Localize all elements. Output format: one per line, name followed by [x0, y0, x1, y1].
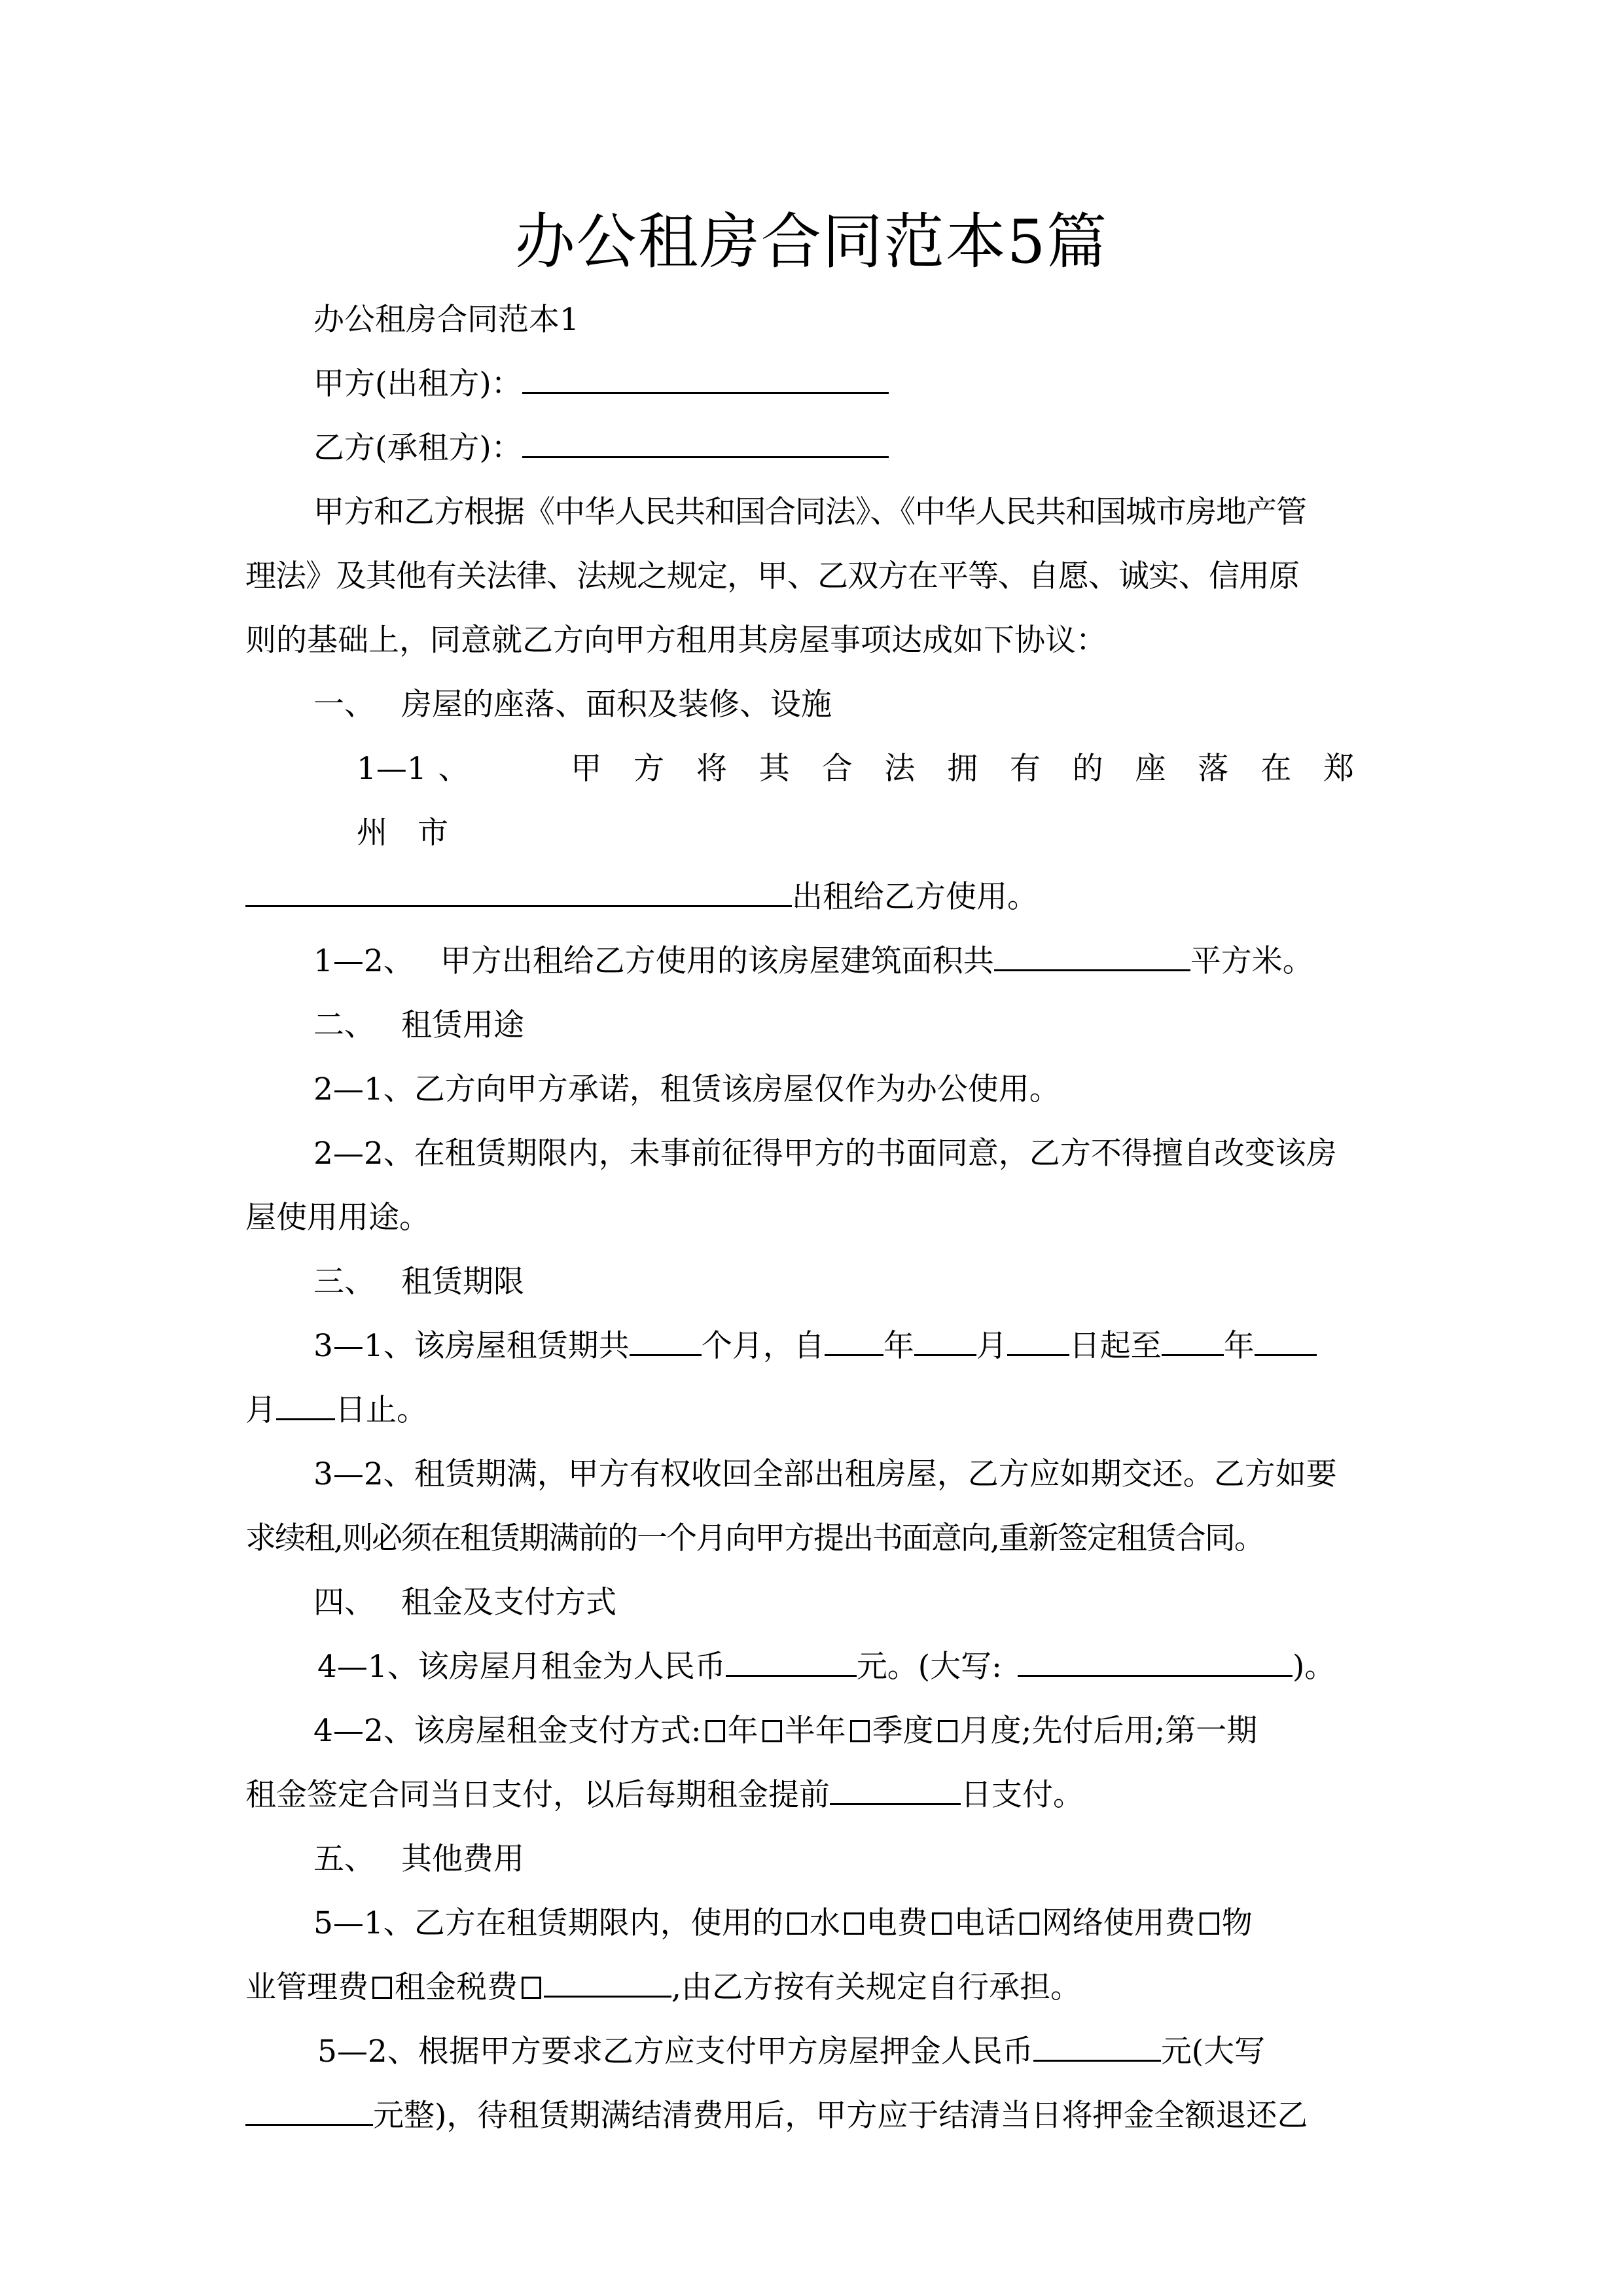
section-1-heading [245, 673, 1384, 737]
clause-3-1 [245, 1314, 1384, 1378]
clause-5-1-cont [245, 1956, 1384, 2020]
option-label: 电话 [954, 1905, 1016, 1941]
clause-text: 月 [245, 1392, 276, 1428]
clause-4-2-cont [245, 1763, 1384, 1827]
clause-1-2 [245, 929, 1384, 994]
option-label: 水 [809, 1905, 840, 1941]
clause-4-2 [245, 1699, 1384, 1763]
clause-text: 日支付。 [961, 1777, 1084, 1813]
clause-number: 1—1 、 [357, 751, 471, 787]
clause-5-2-cont [245, 2084, 1384, 2148]
start-year-blank[interactable] [825, 1328, 883, 1356]
section-number: 五、 [313, 1841, 375, 1877]
area-blank[interactable] [994, 943, 1190, 971]
clause-text: 年 [883, 1328, 914, 1364]
clause-text: 5—1、乙方在租赁期限内，使用的 [313, 1905, 783, 1941]
clause-text: 租金签定合同当日支付，以后每期租金提前 [245, 1777, 830, 1813]
advance-days-blank[interactable] [830, 1777, 961, 1805]
clause-text: 出租给乙方使用。 [792, 879, 1038, 915]
checkbox-other[interactable] [522, 1977, 541, 1999]
end-month-blank[interactable] [1255, 1328, 1317, 1356]
clause-text: 元(大写 [1160, 2034, 1266, 2070]
clause-text: )。 [1292, 1649, 1336, 1685]
clause-text: 4—1、该房屋月租金为人民币 [317, 1649, 726, 1685]
clause-text: 月 [976, 1328, 1007, 1364]
checkbox-half-year[interactable] [762, 1720, 782, 1742]
clause-2-2-line-1: 2—2、在租赁期限内，未事前征得甲方的书面同意，乙方不得擅自改变该房 [313, 1136, 1337, 1172]
clause-text: 5—2、根据甲方要求乙方应支付甲方房屋押金人民币 [317, 2034, 1033, 2070]
clause-text: 甲方将其合法拥有的座落在郑州市 [357, 751, 1385, 851]
clause-text: 日起至 [1069, 1328, 1162, 1364]
clause-1-1-cont [245, 865, 1384, 929]
party-a-line [245, 352, 1384, 416]
checkbox-water[interactable] [787, 1912, 807, 1935]
clause-text: 年 [1223, 1328, 1255, 1364]
option-label: 半年 [784, 1713, 846, 1749]
start-day-blank[interactable] [1007, 1328, 1069, 1356]
checkbox-property-mgmt[interactable] [1200, 1912, 1219, 1935]
option-label: 网络使用费 [1041, 1905, 1196, 1941]
clause-text: 元整)，待租赁期满结清费用后，甲方应于结清当日将押金全额退还乙 [373, 2098, 1308, 2134]
document-body [245, 288, 1384, 2148]
section-3-heading [245, 1250, 1384, 1314]
clause-2-1: 2—1、乙方向甲方承诺，租赁该房屋仅作为办公使用。 [313, 1071, 1060, 1107]
section-title: 其他费用 [401, 1841, 524, 1877]
section-number: 一、 [313, 687, 375, 723]
other-fee-blank[interactable] [544, 1969, 671, 1998]
clause-3-1-cont [245, 1378, 1384, 1443]
address-blank[interactable] [245, 879, 792, 907]
clause-3-2-line-1: 3—2、租赁期满，甲方有权收回全部出租房屋，乙方应如期交还。乙方如要 [313, 1456, 1337, 1492]
clause-text: 4—2、该房屋租金支付方式: [313, 1713, 702, 1749]
checkbox-electricity[interactable] [844, 1912, 864, 1935]
section-title: 租金及支付方式 [401, 1585, 616, 1621]
months-blank[interactable] [630, 1328, 702, 1356]
deposit-amount-blank[interactable] [1033, 2034, 1161, 2062]
document-title: 办公租房合同范本5篇 [514, 207, 1109, 277]
section-number: 三、 [313, 1264, 375, 1300]
checkbox-internet[interactable] [1020, 1912, 1039, 1935]
clause-number: 1—2、 [313, 943, 414, 979]
option-label: 年 [727, 1713, 758, 1749]
clause-3-2-line-2: 求续租,则必须在租赁期满前的一个月向甲方提出书面意向,重新签定租赁合同。 [245, 1520, 1264, 1556]
clause-text: 元。(大写: [856, 1649, 1002, 1685]
section-number: 四、 [313, 1585, 375, 1621]
section-5-heading [245, 1827, 1384, 1892]
section-title: 房屋的座落、面积及装修、设施 [401, 687, 832, 723]
section-title: 租赁期限 [401, 1264, 524, 1300]
preamble-line-3: 则的基础上，同意就乙方向甲方租用其房屋事项达成如下协议： [245, 622, 1107, 658]
checkbox-rent-tax[interactable] [372, 1977, 392, 1999]
section-2-heading [245, 994, 1384, 1058]
contract-subtitle: 办公租房合同范本1 [313, 302, 579, 338]
party-b-blank[interactable] [522, 430, 889, 458]
section-number: 二、 [313, 1007, 375, 1043]
clause-text: 个月，自 [701, 1328, 825, 1364]
checkbox-phone[interactable] [932, 1912, 952, 1935]
end-year-blank[interactable] [1162, 1328, 1224, 1356]
option-label: 季度 [872, 1713, 934, 1749]
clause-text: 3—1、该房屋租赁期共 [313, 1328, 630, 1364]
party-a-label: 甲方(出租方)： [313, 366, 522, 402]
party-b-line [245, 416, 1384, 480]
preamble-line-1: 甲方和乙方根据《中华人民共和国合同法》、《中华人民共和国城市房地产管 [313, 494, 1306, 530]
clause-4-1 [245, 1635, 1384, 1699]
section-4-heading [245, 1571, 1384, 1635]
clause-text: 平方米。 [1190, 943, 1313, 979]
preamble-line-2: 理法》及其他有关法律、法规之规定，甲、乙双方在平等、自愿、诚实、信用原 [245, 558, 1299, 594]
option-label: 租金税费 [395, 1969, 518, 2005]
section-title: 租赁用途 [401, 1007, 524, 1043]
option-label: 物 [1221, 1905, 1253, 1941]
clause-1-1 [245, 737, 1384, 865]
option-label: 月度;先付后用;第一期 [959, 1713, 1258, 1749]
checkbox-quarterly[interactable] [850, 1720, 870, 1742]
rent-uppercase-blank[interactable] [1018, 1649, 1293, 1677]
party-a-blank[interactable] [522, 366, 889, 394]
rent-amount-blank[interactable] [726, 1649, 857, 1677]
clause-2-2-line-2: 屋使用用途。 [245, 1200, 430, 1236]
clause-5-1 [245, 1892, 1384, 1956]
start-month-blank[interactable] [914, 1328, 976, 1356]
party-b-label: 乙方(承租方)： [313, 430, 522, 466]
clause-text: 日止。 [335, 1392, 427, 1428]
checkbox-yearly[interactable] [705, 1720, 725, 1742]
option-label: 电费 [866, 1905, 928, 1941]
clause-text: ,由乙方按有关规定自行承担。 [671, 1969, 1081, 2005]
clause-text: 甲方出租给乙方使用的该房屋建筑面积共 [440, 943, 994, 979]
clause-5-2 [245, 2020, 1384, 2084]
deposit-uppercase-blank[interactable] [245, 2098, 373, 2126]
option-label: 业管理费 [245, 1969, 368, 2005]
checkbox-monthly[interactable] [938, 1720, 957, 1742]
end-day-blank[interactable] [276, 1392, 335, 1420]
